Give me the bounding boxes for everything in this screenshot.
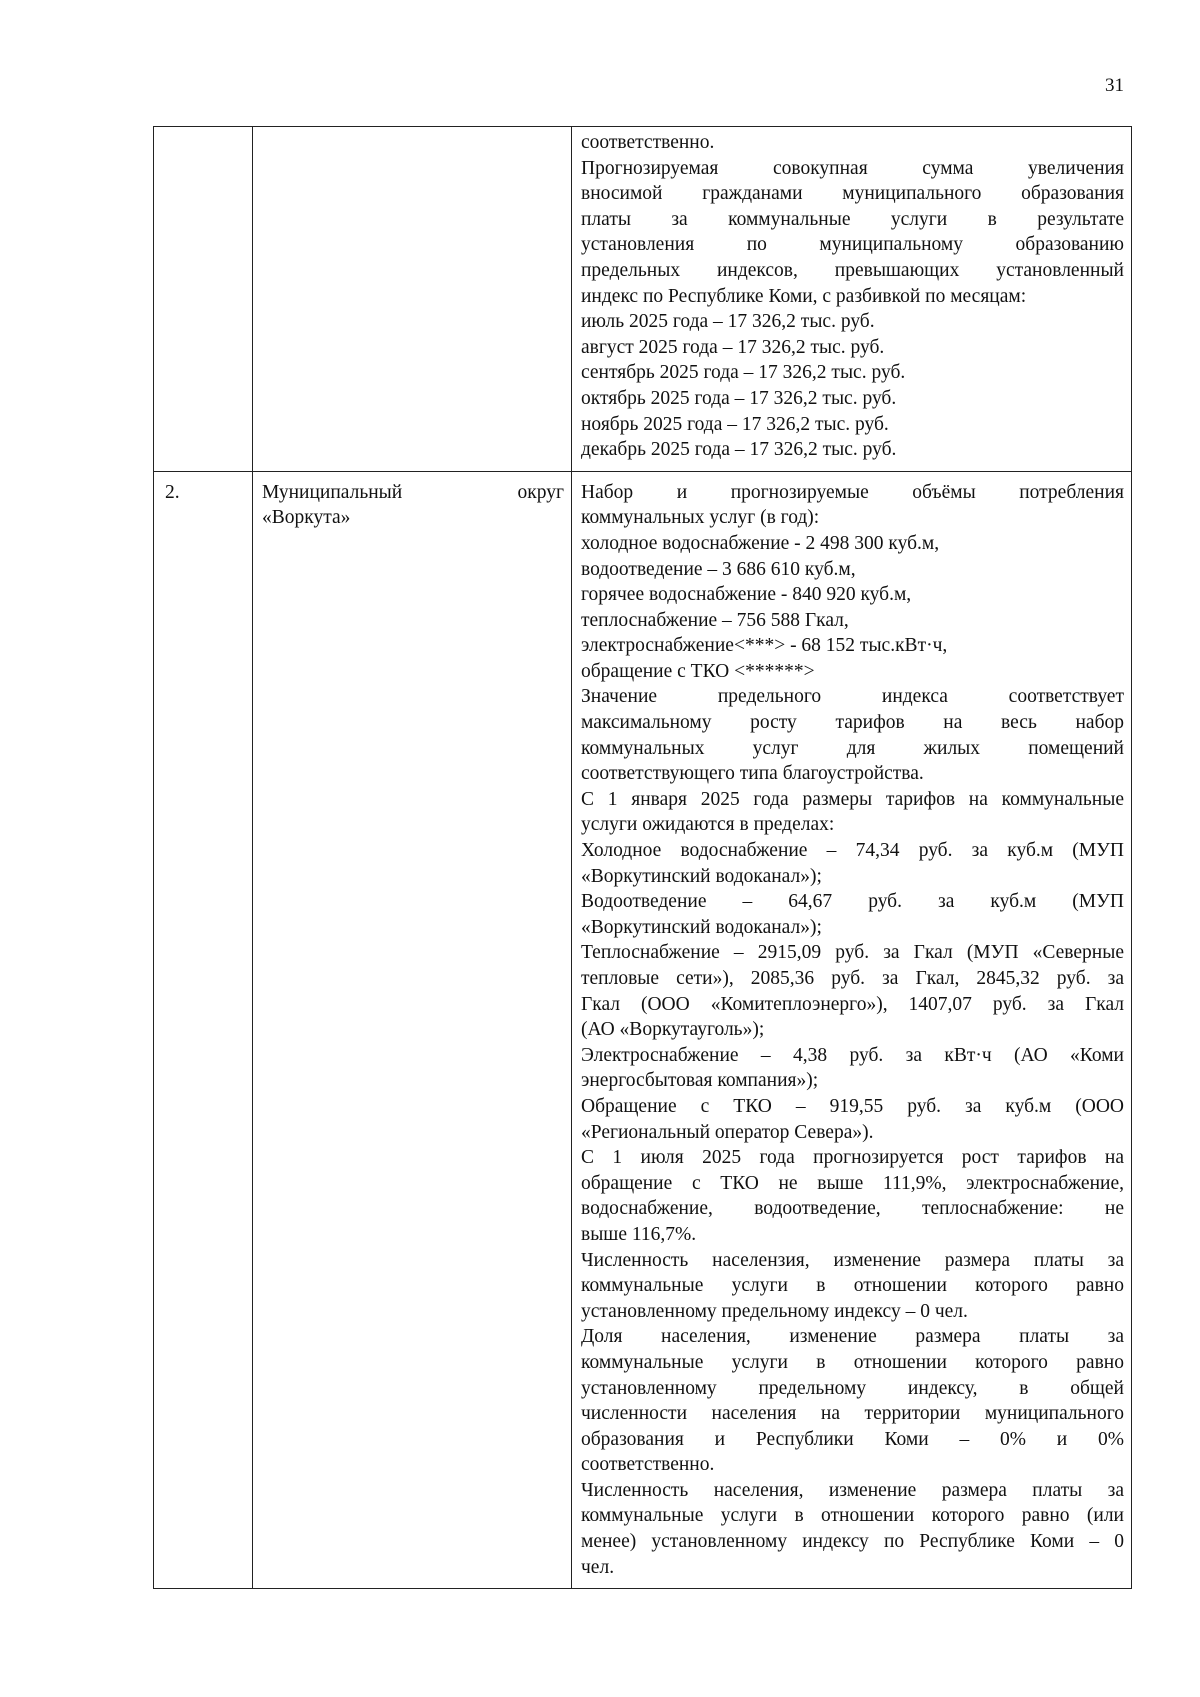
text-line: Муниципальный округ — [262, 481, 564, 503]
text-line: теплоснабжение – 756 588 Гкал, — [581, 609, 849, 631]
text-line: Теплоснабжение – 2915,09 руб. за Гкал (МУП «Северные — [581, 942, 1124, 964]
text-line: установленному предельному индексу – 0 чел. — [581, 1300, 968, 1322]
text-line: Набор и прогнозируемые объёмы потребления — [581, 481, 1124, 503]
text-line: водоотведение – 3 686 610 куб.м, — [581, 558, 856, 580]
text-line: максимальному росту тарифов на весь набор — [581, 712, 1124, 734]
text-line: горячее водоснабжение - 840 920 куб.м, — [581, 584, 912, 606]
text-line: ноябрь 2025 года – 17 326,2 тыс. руб. — [581, 413, 889, 435]
text-line: платы за коммунальные услуги в результате — [581, 208, 1124, 230]
text-line: электроснабжение<***> - 68 152 тыс.кВт·ч, — [581, 635, 948, 657]
text-line: соответствующего типа благоустройства. — [581, 763, 924, 785]
municipality-name-cell — [253, 127, 572, 472]
text-line: Водоотведение – 64,67 руб. за куб.м (МУП — [581, 891, 1124, 913]
table-row-continuation — [154, 127, 1132, 472]
municipality-name-cell — [253, 471, 572, 1589]
text-line: численности населения на территории муниципального — [581, 1403, 1124, 1425]
tariff-table — [153, 126, 1132, 1589]
text-line: образования и Республики Коми – 0% и 0% — [581, 1428, 1124, 1450]
text-line: коммунальных услуг для жилых помещений — [581, 737, 1124, 759]
text-line: Электроснабжение – 4,38 руб. за кВт·ч (АО «Коми — [581, 1044, 1124, 1066]
text-line: тепловые сети»), 2085,36 руб. за Гкал, 2845,32 руб. за — [581, 968, 1124, 989]
text-line: коммунальных услуг (в год): — [581, 507, 820, 529]
text-line: услуги ожидаются в пределах: — [581, 814, 835, 836]
text-line: выше 116,7%. — [581, 1223, 697, 1245]
text-line: соответственно. — [581, 1454, 715, 1476]
text-line: индекс по Республике Коми, с разбивкой по месяцам: — [581, 285, 1027, 307]
text-line: чел. — [581, 1556, 615, 1578]
text-line: июль 2025 года – 17 326,2 тыс. руб. — [581, 311, 875, 333]
text-line: С 1 января 2025 года размеры тарифов на коммунальные — [581, 788, 1124, 810]
text-line: предельных индексов, превышающих установленный — [581, 259, 1124, 281]
text-line: коммунальные услуги в отношении которого равно — [581, 1351, 1124, 1373]
text-line: Численность населензия, изменение размера платы за — [581, 1249, 1124, 1271]
text-line: сентябрь 2025 года – 17 326,2 тыс. руб. — [581, 362, 906, 384]
text-line: коммунальные услуги в отношении которого равно — [581, 1275, 1124, 1297]
text-line: «Региональный оператор Севера»). — [581, 1121, 874, 1143]
text-line: Обращение с ТКО – 919,55 руб. за куб.м (ООО — [581, 1095, 1124, 1117]
text-line: водоснабжение, водоотведение, теплоснабжение: не — [581, 1198, 1124, 1220]
text-line: С 1 июля 2025 года прогнозируется рост тарифов на — [581, 1147, 1124, 1169]
text-line: Значение предельного индекса соответствует — [581, 686, 1124, 708]
text-line: Доля населения, изменение размера платы за — [581, 1326, 1124, 1348]
row-number-cell: 2. — [154, 471, 253, 1589]
text-line: установленному предельному индексу, в общей — [581, 1377, 1124, 1399]
text-line: август 2025 года – 17 326,2 тыс. руб. — [581, 336, 885, 358]
description-cell — [572, 127, 1132, 472]
text-line: установления по муниципальному образованию — [581, 234, 1124, 256]
row-number-cell — [154, 127, 253, 472]
text-line: вносимой гражданами муниципального образования — [581, 183, 1124, 205]
text-line: обращение с ТКО не выше 111,9%, электроснабжение, — [581, 1172, 1124, 1194]
page-number: 31 — [1105, 75, 1124, 96]
text-line: соответственно. — [581, 132, 715, 153]
text-line: «Воркута» — [262, 507, 351, 529]
text-line: Холодное водоснабжение – 74,34 руб. за куб.м (МУП — [581, 840, 1124, 862]
text-line: «Воркутинский водоканал»); — [581, 865, 822, 887]
text-line: холодное водоснабжение - 2 498 300 куб.м, — [581, 532, 940, 554]
text-line: обращение с ТКО <******> — [581, 660, 815, 682]
text-line: энергосбытовая компания»); — [581, 1070, 819, 1092]
text-line: декабрь 2025 года – 17 326,2 тыс. руб. — [581, 439, 897, 461]
text-line: коммунальные услуги в отношении которого равно (или — [581, 1505, 1124, 1527]
text-line: «Воркутинский водоканал»); — [581, 916, 822, 938]
text-line: Прогнозируемая совокупная сумма увеличения — [581, 157, 1124, 179]
text-line: менее) установленному индексу по Республике Коми – 0 — [581, 1531, 1124, 1553]
text-line: Гкал (ООО «Комитеплоэнерго»), 1407,07 руб. за Гкал — [581, 993, 1124, 1015]
description-cell — [572, 471, 1132, 1589]
text-line: Численность населения, изменение размера платы за — [581, 1479, 1124, 1501]
text-line: октябрь 2025 года – 17 326,2 тыс. руб. — [581, 387, 897, 409]
text-line: (АО «Воркутауголь»); — [581, 1019, 765, 1041]
table-row-vorkuta — [154, 471, 1132, 1589]
